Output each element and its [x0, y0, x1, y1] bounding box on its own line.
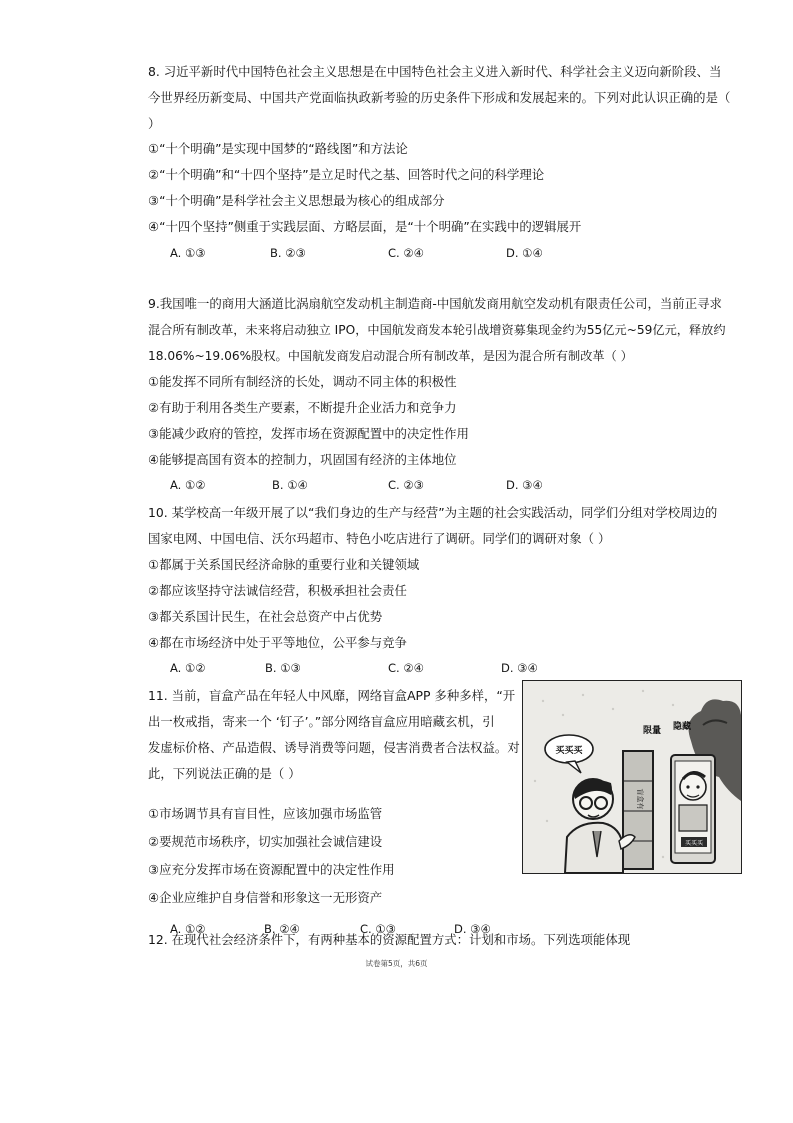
q10-option-a[interactable]: A. ①② [170, 661, 206, 675]
q10-stem-line-2: 国家电网、中国电信、沃尔玛超市、特色小吃店进行了调研。同学们的调研对象（ ） [148, 531, 611, 546]
q8-item-1: ①“十个明确”是实现中国梦的“路线图”和方法论 [148, 141, 408, 156]
q8-stem-line-2: 今世界经历新变局、中国共产党面临执政新考验的历史条件下形成和发展起来的。下列对此认识正确的是（ [148, 90, 731, 105]
q11-option-d[interactable]: D. ③④ [454, 922, 491, 936]
cartoon-box-text: 盲盒有 [636, 788, 644, 810]
q8-stem-line-1: 8. 习近平新时代中国特色社会主义思想是在中国特色社会主义进入新时代、科学社会主义迈向新阶段、当 [148, 64, 722, 79]
q10-item-1: ①都属于关系国民经济命脉的重要行业和关键领域 [148, 557, 420, 572]
q9-option-b[interactable]: B. ①④ [272, 478, 308, 492]
cartoon-bubble-text: 买买买 [555, 746, 583, 756]
q8-option-d[interactable]: D. ①④ [506, 246, 543, 260]
q11-option-c[interactable]: C. ①③ [360, 922, 396, 936]
cartoon-label-hidden: 隐藏 [673, 722, 692, 732]
q11-item-2: ②要规范市场秩序，切实加强社会诚信建设 [148, 834, 383, 849]
q11-stem-line-1: 11. 当前，盲盒产品在年轻人中风靡，网络盲盒APP 多种多样，“开 [148, 688, 516, 703]
cartoon-label-limited: 限量 [643, 726, 662, 736]
q8-option-c[interactable]: C. ②④ [388, 246, 424, 260]
q9-item-4: ④能够提高国有资本的控制力，巩固国有经济的主体地位 [148, 452, 457, 467]
q11-stem-line-2: 出一枚戒指，寄来一个 ‘钉子’。”部分网络盲盒应用暗藏玄机，引 [148, 714, 495, 729]
q9-stem-line-3: 18.06%~19.06%股权。中国航发商发启动混合所有制改革，是因为混合所有制改革（ ） [148, 349, 633, 363]
q11-item-3: ③应充分发挥市场在资源配置中的决定性作用 [148, 862, 395, 877]
q9-item-1: ①能发挥不同所有制经济的长处，调动不同主体的积极性 [148, 374, 457, 389]
q10-option-b[interactable]: B. ①③ [265, 661, 301, 675]
q8-stem-line-3: ） [148, 116, 161, 131]
q9-stem-line-1: 9.我国唯一的商用大涵道比涡扇航空发动机主制造商-中国航发商用航空发动机有限责任公司，当前正寻求 [148, 296, 722, 311]
q10-stem-line-1: 10. 某学校高一年级开展了以“我们身边的生产与经营”为主题的社会实践活动，同学们分组对学校周边的 [148, 505, 718, 520]
q11-stem-line-3: 发虚标价格、产品造假、诱导消费等问题，侵害消费者合法权益。对 [148, 740, 520, 755]
q10-option-d[interactable]: D. ③④ [501, 661, 538, 675]
q10-options [170, 661, 570, 677]
q9-item-2: ②有助于利用各类生产要素，不断提升企业活力和竞争力 [148, 400, 457, 415]
q8-option-b[interactable]: B. ②③ [270, 246, 306, 260]
q8-item-2: ②“十个明确”和“十四个坚持”是立足时代之基、回答时代之问的科学理论 [148, 167, 545, 182]
q8-options [170, 246, 570, 262]
cartoon-drawing [523, 681, 741, 873]
q9-item-3: ③能减少政府的管控，发挥市场在资源配置中的决定性作用 [148, 426, 469, 441]
cartoon-screen-text: 买买买 [684, 840, 704, 847]
q9-option-a[interactable]: A. ①② [170, 478, 206, 492]
page-footer: 试卷第5页，共6页 [365, 959, 428, 968]
q10-option-c[interactable]: C. ②④ [388, 661, 424, 675]
q11-item-4: ④企业应维护自身信誉和形象这一无形资产 [148, 890, 383, 905]
q8-item-4: ④“十四个坚持”侧重于实践层面、方略层面，是“十个明确”在实践中的逻辑展开 [148, 219, 582, 234]
q11-item-1: ①市场调节具有盲目性，应该加强市场监管 [148, 806, 383, 821]
q12-stem-line-1: 12. 在现代社会经济条件下，有两种基本的资源配置方式：计划和市场。下列选项能体现 [148, 932, 631, 947]
blind-box-cartoon [522, 680, 742, 874]
q9-option-d[interactable]: D. ③④ [506, 478, 543, 492]
q11-option-b[interactable]: B. ②④ [264, 922, 300, 936]
q11-option-a[interactable]: A. ①② [170, 922, 206, 936]
q8-item-3: ③“十个明确”是科学社会主义思想最为核心的组成部分 [148, 193, 445, 208]
q9-options [170, 478, 570, 494]
q9-stem-line-2: 混合所有制改革，未来将启动独立 IPO，中国航发商发本轮引战增资募集现金约为55亿元~59亿元，释放约 [148, 323, 726, 337]
q10-item-4: ④都在市场经济中处于平等地位，公平参与竞争 [148, 635, 407, 650]
q10-item-3: ③都关系国计民生，在社会总资产中占优势 [148, 609, 383, 624]
q8-option-a[interactable]: A. ①③ [170, 246, 206, 260]
q9-option-c[interactable]: C. ②③ [388, 478, 424, 492]
q11-stem-line-4: 此，下列说法正确的是（ ） [148, 766, 301, 781]
q10-item-2: ②都应该坚持守法诚信经营，积极承担社会责任 [148, 583, 407, 598]
